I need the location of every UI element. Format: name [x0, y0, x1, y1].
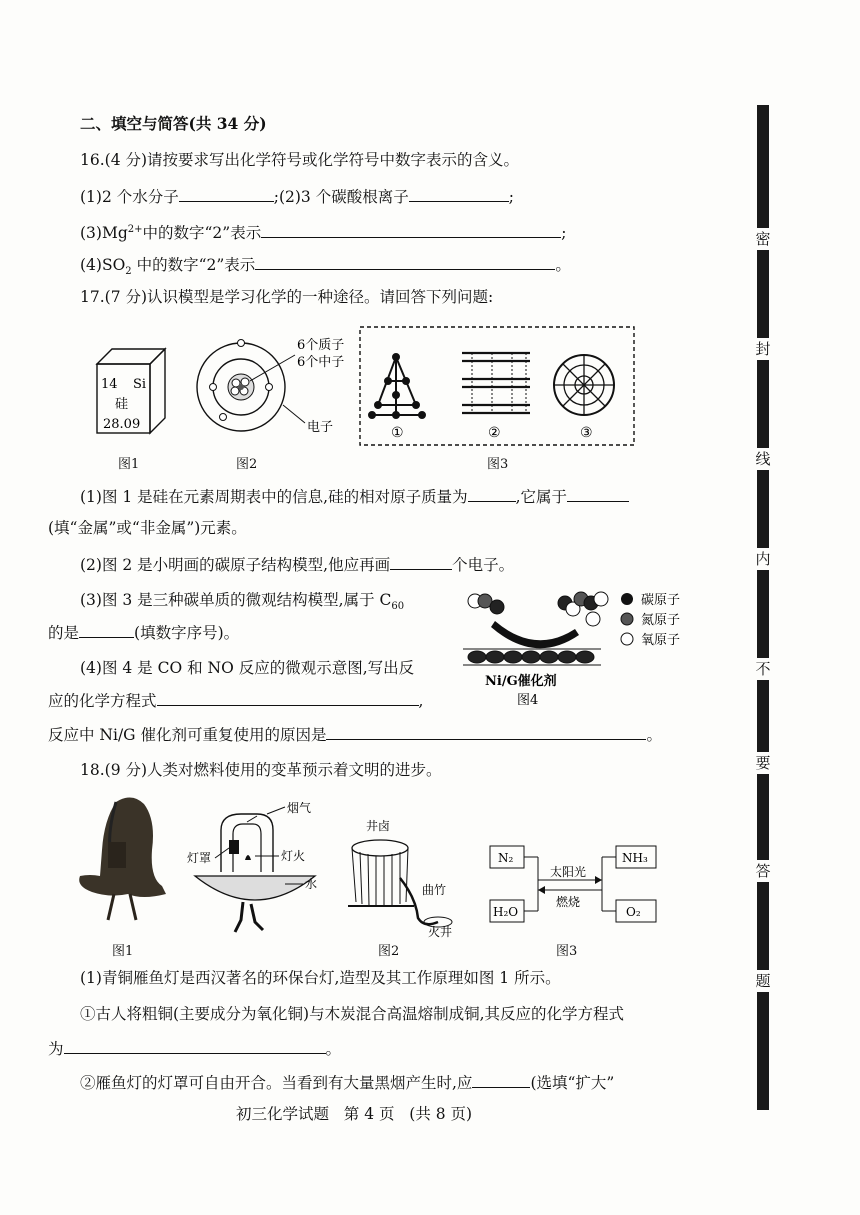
answer-blank[interactable]: [409, 186, 509, 202]
q16-l3b: 中的数字“2”表示: [131, 256, 256, 274]
seal-char: 内: [752, 548, 774, 570]
q18-stem: 18.(9 分)人类对燃料使用的变革预示着文明的进步。: [80, 761, 442, 779]
seal-char: 题: [752, 970, 774, 992]
q17-p4d: 反应中 Ni/G 催化剂可重复使用的原因是: [48, 726, 327, 744]
q18-p3b: (选填“扩大”: [530, 1074, 615, 1092]
fig1-silicon-element-box: [95, 346, 170, 436]
seal-char: 封: [752, 338, 774, 360]
q17-p1-line1: [80, 486, 629, 507]
q16-l3sub: 2: [125, 266, 132, 278]
q18-fig3-caption: 图3: [556, 944, 578, 959]
q17-p4a: (4)图 4 是 CO 和 NO 反应的微观示意图,写出反: [80, 659, 415, 677]
q18-fig2-flame: 灯火: [281, 849, 306, 863]
fig2-carbon-atom-model: [195, 335, 355, 445]
q17-p1a: (1)图 1 是硅在元素周期表中的信息,硅的相对原子质量为: [80, 488, 468, 506]
answer-blank[interactable]: [64, 1038, 326, 1054]
q16-stem: 16.(4 分)请按要求写出化学符号或化学符号中数字表示的含义。: [80, 151, 520, 169]
q17-p4-line3: [48, 724, 662, 745]
answer-blank[interactable]: [390, 554, 452, 570]
q18-fig2-shade: 灯罩: [187, 851, 212, 865]
q18-p2b: 为: [48, 1040, 64, 1058]
q18-p2-line2: [48, 1038, 341, 1059]
q18-fig3-cycle: [488, 840, 688, 930]
q18-p2c: 。: [325, 1040, 342, 1058]
answer-blank[interactable]: [179, 186, 274, 202]
q16-line2: [80, 220, 566, 243]
fig4-legend-n: 氮原子: [641, 613, 681, 628]
q16-l2b: 中的数字“2”表示: [142, 224, 262, 243]
answer-blank[interactable]: [468, 486, 516, 502]
answer-blank[interactable]: [326, 724, 646, 740]
fig1-caption: 图1: [118, 457, 140, 472]
page-footer: 初三化学试题 第 4 页 (共 8 页): [236, 1105, 473, 1123]
q18-fig1-bronze-lamp: [70, 790, 180, 930]
q18-p3: [80, 1072, 614, 1093]
q17-p1c: (填“金属”或“非金属”)元素。: [48, 519, 247, 537]
q16-l3c: 。: [555, 256, 571, 274]
fig1-number: 14: [101, 377, 118, 392]
fig3-o2-box: O₂: [626, 905, 641, 919]
seal-strip: [757, 105, 769, 1110]
fig4-legend-o: 氧原子: [641, 633, 681, 648]
fig3-caption: 图3: [487, 457, 509, 472]
answer-blank[interactable]: [79, 622, 134, 638]
fig3-n1: ①: [391, 425, 404, 441]
answer-blank[interactable]: [157, 690, 419, 706]
fig2-protons: 6个质子: [297, 338, 345, 353]
q17-p4-line2: [48, 690, 423, 711]
seal-char: 不: [752, 658, 774, 680]
q17-stem: 17.(7 分)认识模型是学习化学的一种途径。请回答下列问题:: [80, 288, 494, 306]
q16-l2a: (3)Mg: [80, 224, 128, 243]
q17-p3a: (3)图 3 是三种碳单质的微观结构模型,属于 C: [80, 591, 392, 609]
seal-char: 线: [752, 448, 774, 470]
q18-fig1-caption: 图1: [112, 944, 134, 959]
q18-fig2-well-top: 井卤: [366, 819, 391, 833]
fig2-neutrons: 6个中子: [297, 355, 345, 370]
fig1-symbol: Si: [133, 377, 147, 392]
seal-char: 要: [752, 752, 774, 774]
q17-p4c: ,: [418, 692, 424, 710]
q18-fig2-fire-well-label: 火井: [428, 925, 453, 938]
answer-blank[interactable]: [255, 254, 555, 270]
q16-l1b: ;(2)3 个碳酸根离子: [273, 188, 409, 206]
q17-p2a: (2)图 2 是小明画的碳原子结构模型,他应再画: [80, 556, 391, 574]
q17-p3sub: 60: [391, 601, 405, 613]
fig1-mass: 28.09: [103, 417, 141, 432]
q17-p3a-line: [80, 590, 404, 617]
seal-char: 答: [752, 860, 774, 882]
fig3-h2o-box: H₂O: [493, 905, 519, 919]
q16-l1c: ;: [508, 188, 514, 206]
q17-p2: [80, 554, 514, 575]
answer-blank[interactable]: [472, 1072, 530, 1088]
q16-l3a: (4)SO: [80, 256, 126, 274]
q17-p3b: 的是: [48, 624, 80, 642]
q18-p3a: ②雁鱼灯的灯罩可自由开合。当看到有大量黑烟产生时,应: [80, 1074, 473, 1092]
fig3-n3: ③: [580, 425, 593, 441]
q18-fig2-bamboo: 曲竹: [422, 883, 447, 897]
fig3-carbon-allotropes: [358, 325, 636, 447]
q18-fig2-fire-well: [338, 818, 458, 938]
q18-fig2-smoke: 烟气: [287, 802, 312, 815]
answer-blank[interactable]: [567, 486, 629, 502]
q18-fig2-water: 水: [305, 877, 318, 891]
q17-p3c: (填数字序号)。: [134, 624, 240, 642]
q16-line3: [80, 254, 571, 282]
q16-l1a: (1)2 个水分子: [80, 188, 179, 206]
q17-p3b-line: [48, 622, 239, 643]
q17-p1b: ,它属于: [515, 488, 568, 506]
q18-p1: (1)青铜雁鱼灯是西汉著名的环保台灯,造型及其工作原理如图 1 所示。: [80, 969, 561, 987]
fig3-n2: ②: [488, 425, 501, 441]
fig2-caption: 图2: [236, 457, 258, 472]
q16-l2sup: 2+: [127, 224, 143, 235]
section-title: 二、填空与简答(共 34 分): [80, 114, 267, 133]
fig3-sun: 太阳光: [550, 865, 587, 879]
fig3-burn: 燃烧: [556, 895, 581, 909]
fig2-electron-label: 电子: [307, 420, 334, 435]
fig3-n2-box: N₂: [498, 851, 514, 865]
q16-line1: [80, 186, 514, 207]
fig4-legend-c: 碳原子: [641, 593, 681, 608]
q18-fig2-lamp-principle: [185, 802, 325, 937]
fig4-caption: 图4: [517, 693, 539, 705]
fig3-nh3-box: NH₃: [622, 851, 648, 865]
q18-p2a: ①古人将粗铜(主要成分为氧化铜)与木炭混合高温熔制成铜,其反应的化学方程式: [80, 1005, 625, 1023]
seal-char: 密: [752, 228, 774, 250]
q17-p2b: 个电子。: [452, 556, 515, 574]
q18-fig2-caption: 图2: [378, 944, 400, 959]
fig1-name: 硅: [115, 397, 129, 412]
q17-p4b: 应的化学方程式: [48, 692, 157, 710]
fig4-catalyst-diagram: [455, 585, 705, 705]
fig4-catalyst: Ni/G催化剂: [485, 674, 557, 689]
answer-blank[interactable]: [261, 222, 561, 238]
q17-p4e: 。: [646, 726, 662, 744]
q16-l2c: ;: [561, 224, 567, 243]
